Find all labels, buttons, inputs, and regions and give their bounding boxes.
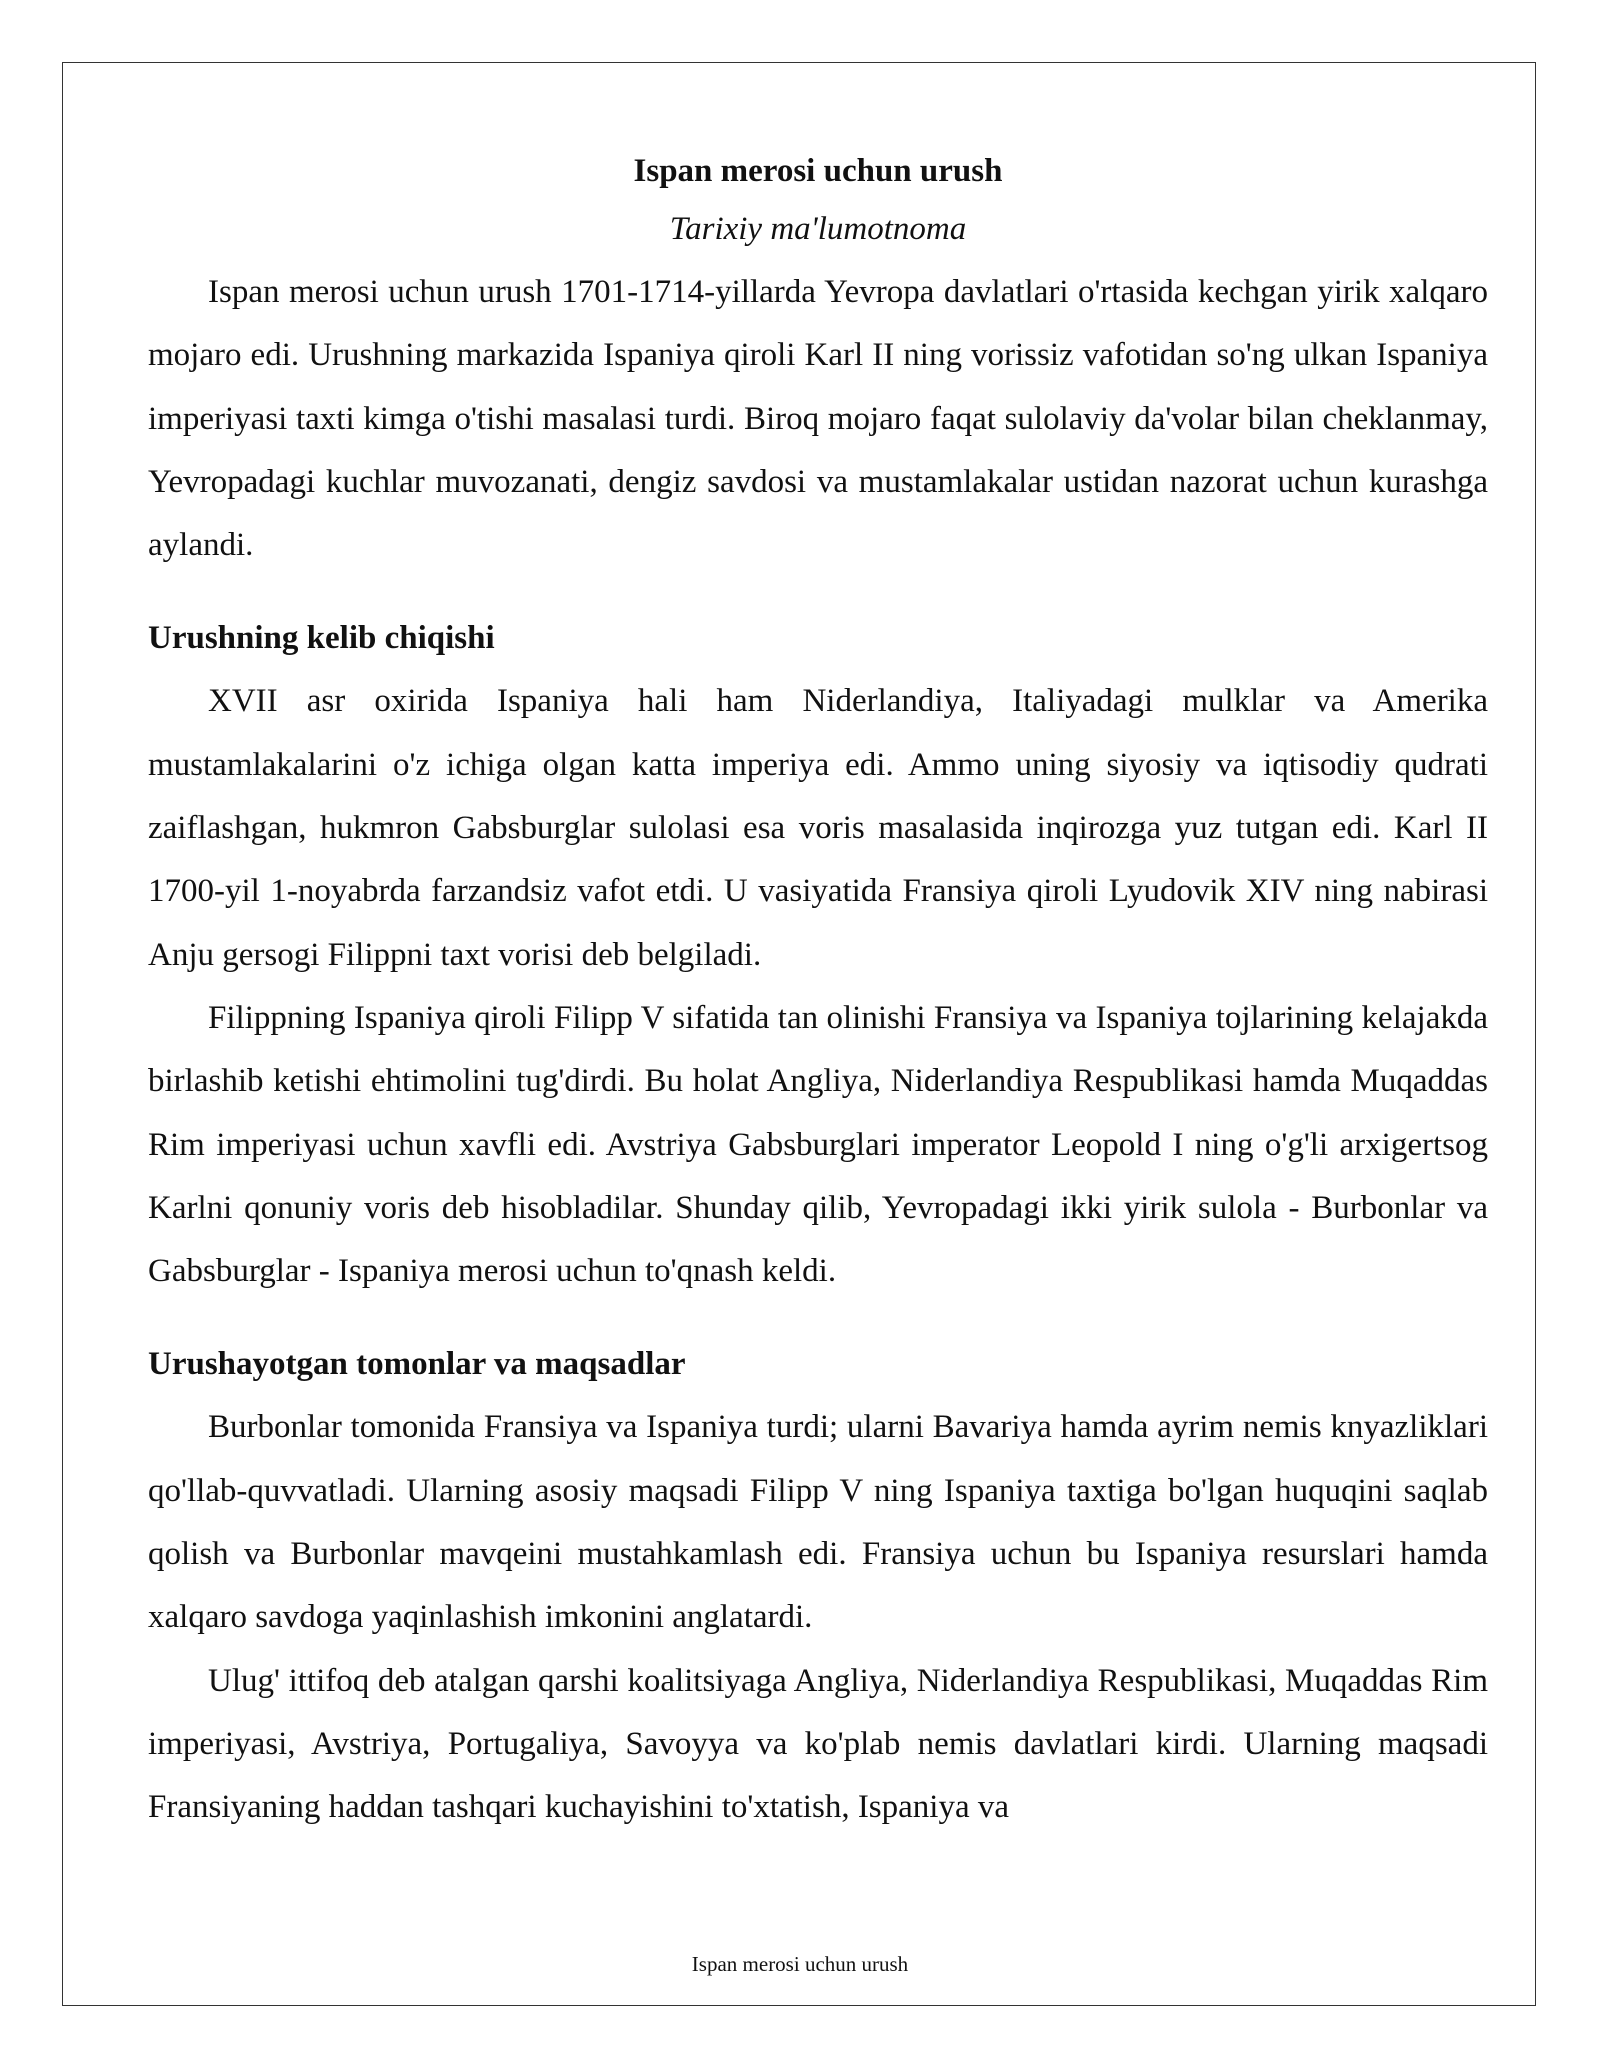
document-body — [148, 145, 1488, 1840]
document-title: Ispan merosi uchun urush — [633, 153, 1003, 189]
section-heading-belligerents: Urushayotgan tomonlar va maqsadlar — [148, 1346, 686, 1383]
paragraph: Ulug' ittifoq deb atalgan qarshi koalitsiyaga Angliya, Niderlandiya Respublikasi, Muqaddas Rim imperiyasi, Avstriya, Portugaliya, Savoyya va ko'plab nemis davlatlari kirdi. Ularning maqsadi Fransiyaning haddan tashqari kuchayishini to'xtatish, Ispaniya va — [148, 1662, 1488, 1826]
page-footer: Ispan merosi uchun urush — [691, 1952, 909, 1976]
paragraph: XVII asr oxirida Ispaniya hali ham Niderlandiya, Italiyadagi mulklar va Amerika mustamlakalarini o'z ichiga olgan katta imperiya edi. Ammo uning siyosiy va iqtisodiy qudrati zaiflashgan, hukmron Gabsburglar sulolasi esa voris masalasida inqirozga yuz tutgan edi. Karl II 1700-yil 1-noyabrda farzandsiz vafot etdi. U vasiyatida Fransiya qiroli Lyudovik XIV ning nabirasi Anju gersogi Filippni taxt vorisi deb belgiladi. — [148, 683, 1488, 973]
section-heading-origins: Urushning kelib chiqishi — [148, 620, 495, 657]
document-subtitle: Tarixiy ma'lumotnoma — [669, 211, 967, 247]
intro-paragraph: Ispan merosi uchun urush 1701-1714-yillarda Yevropa davlatlari o'rtasida kechgan yirik xalqaro mojaro edi. Urushning markazida Ispaniya qiroli Karl II ning vorissiz vafotidan so'ng ulkan Ispaniya imperiyasi taxti kimga o'tishi masalasi turdi. Biroq mojaro faqat sulolaviy da'volar bilan cheklanmay, Yevropadagi kuchlar muvozanati, dengiz savdosi va mustamlakalar ustidan nazorat uchun kurashga aylandi. — [148, 274, 1488, 564]
paragraph: Filippning Ispaniya qiroli Filipp V sifatida tan olinishi Fransiya va Ispaniya tojlarining kelajakda birlashib ketishi ehtimolini tug'dirdi. Bu holat Angliya, Niderlandiya Respublikasi hamda Muqaddas Rim imperiyasi uchun xavfli edi. Avstriya Gabsburglari imperator Leopold I ning o'g'li arxigertsog Karlni qonuniy voris deb hisobladilar. Shunday qilib, Yevropadagi ikki yirik sulola - Burbonlar va Gabsburglar - Ispaniya merosi uchun to'qnash keldi. — [148, 999, 1488, 1290]
paragraph: Burbonlar tomonida Fransiya va Ispaniya turdi; ularni Bavariya hamda ayrim nemis knyazliklari qo'llab-quvvatladi. Ularning asosiy maqsadi Filipp V ning Ispaniya taxtiga bo'lgan huquqini saqlab qolish va Burbonlar mavqeini mustahkamlash edi. Fransiya uchun bu Ispaniya resurslari hamda xalqaro savdoga yaqinlashish imkonini anglatardi. — [148, 1409, 1488, 1636]
